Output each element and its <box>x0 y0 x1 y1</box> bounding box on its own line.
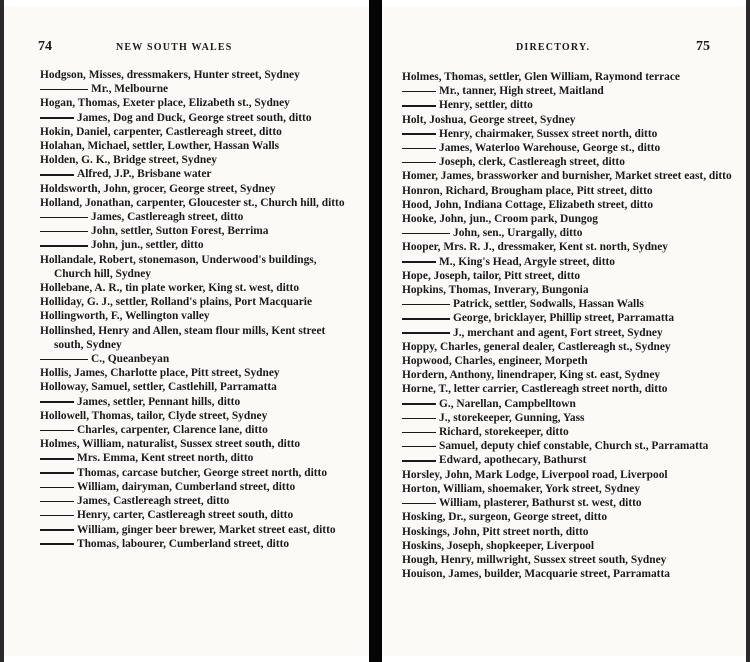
directory-entry <box>402 198 732 212</box>
directory-entry <box>402 368 732 382</box>
entry-text: Richard, storekeeper, ditto <box>439 426 569 439</box>
directory-entry <box>40 238 355 252</box>
repeat-name-dash <box>402 261 436 263</box>
directory-entry <box>402 98 732 112</box>
directory-entry <box>402 453 732 467</box>
directory-entry <box>402 269 732 283</box>
repeat-name-dash <box>40 217 88 219</box>
directory-entry <box>402 326 732 340</box>
directory-entry <box>402 297 732 311</box>
directory-entry <box>40 295 355 309</box>
directory-entry <box>40 111 355 125</box>
entry-text: Houison, James, builder, Macquarie street, Parramatta <box>402 568 670 581</box>
entry-text: James, Castlereagh street, ditto <box>77 495 230 508</box>
directory-entries-right <box>402 70 732 581</box>
entry-text: Hooke, John, jun., Croom park, Dungog <box>402 213 598 226</box>
entry-text: Patrick, settler, Sodwalls, Hassan Walls <box>453 298 644 311</box>
entry-text: Hopwood, Charles, engineer, Morpeth <box>402 355 588 368</box>
left-page <box>4 6 369 656</box>
directory-entries-left <box>40 68 355 551</box>
entry-text: Holliday, G. J., settler, Rolland's plains, Port Macquarie <box>40 296 313 309</box>
repeat-name-dash <box>40 117 74 119</box>
directory-entry <box>402 255 732 269</box>
running-head-left: NEW SOUTH WALES <box>116 42 233 53</box>
directory-entry <box>402 226 732 240</box>
directory-entry <box>402 141 732 155</box>
directory-entry <box>40 96 355 110</box>
entry-text: J., storekeeper, Gunning, Yass <box>439 411 585 424</box>
directory-entry <box>40 523 355 537</box>
directory-entry <box>40 82 355 96</box>
directory-entry <box>40 139 355 153</box>
entry-text: Hough, Henry, millwright, Sussex street south, Sydney <box>402 553 667 566</box>
entry-text: Hosking, Dr., surgeon, George street, ditto <box>402 511 608 524</box>
directory-entry <box>40 480 355 494</box>
entry-text: Holt, Joshua, George street, Sydney <box>402 113 576 126</box>
entry-text: Horne, T., letter carrier, Castlereagh street north, ditto <box>402 383 668 396</box>
entry-text: Hogan, Thomas, Exeter place, Elizabeth st., Sydney <box>40 97 290 110</box>
directory-entry <box>402 439 732 453</box>
page-number-left: 74 <box>38 39 52 54</box>
directory-entry <box>40 182 355 196</box>
entry-text: James, Castlereagh street, ditto <box>91 211 244 224</box>
directory-entry <box>402 283 732 297</box>
directory-entry <box>40 352 355 366</box>
directory-entry <box>402 482 732 496</box>
entry-text: Hollandale, Robert, stonemason, Underwood's buildings, Church hill, Sydney <box>40 253 317 280</box>
entry-text: Hoskings, John, Pitt street north, ditto <box>402 525 589 538</box>
repeat-name-dash <box>402 503 436 505</box>
directory-entry <box>40 423 355 437</box>
entry-text: Hollis, James, Charlotte place, Pitt street, Sydney <box>40 367 280 380</box>
directory-entry <box>402 539 732 553</box>
directory-entry <box>40 466 355 480</box>
repeat-name-dash <box>402 432 436 434</box>
directory-entry <box>402 169 732 183</box>
entry-text: William, dairyman, Cumberland street, ditto <box>77 480 296 493</box>
entry-text: Hollingworth, F., Wellington valley <box>40 310 210 323</box>
right-scan-edge <box>746 0 750 662</box>
directory-entry <box>402 70 732 84</box>
directory-entry <box>402 510 732 524</box>
directory-entry <box>402 340 732 354</box>
directory-entry <box>402 212 732 226</box>
directory-entry <box>40 167 355 181</box>
repeat-name-dash <box>402 403 436 405</box>
repeat-name-dash <box>402 460 436 462</box>
entry-text: Thomas, carcase butcher, George street north, ditto <box>77 466 328 479</box>
entry-text: Charles, carpenter, Clarence lane, ditto <box>77 424 268 437</box>
page-number-right: 75 <box>696 39 710 54</box>
repeat-name-dash <box>402 133 436 135</box>
repeat-name-dash <box>40 231 88 233</box>
directory-entry <box>402 240 732 254</box>
directory-entry <box>40 437 355 451</box>
entry-text: William, plasterer, Bathurst st. west, ditto <box>439 497 642 510</box>
repeat-name-dash <box>40 359 88 361</box>
entry-text: Alfred, J.P., Brisbane water <box>77 168 212 181</box>
directory-entry <box>402 567 732 581</box>
entry-text: Henry, carter, Castlereagh street south, ditto <box>77 509 294 522</box>
directory-entry <box>40 68 355 82</box>
entry-text: Hoskins, Joseph, shopkeeper, Liverpool <box>402 539 594 552</box>
directory-entry <box>402 525 732 539</box>
entry-text: Honron, Richard, Brougham place, Pitt street, ditto <box>402 184 653 197</box>
directory-entry <box>40 281 355 295</box>
repeat-name-dash <box>402 91 436 93</box>
entry-text: Henry, chairmaker, Sussex street north, ditto <box>439 127 658 140</box>
directory-entry <box>402 397 732 411</box>
entry-text: John, jun., settler, ditto <box>91 239 204 252</box>
entry-text: John, settler, Sutton Forest, Berrima <box>91 225 269 238</box>
entry-text: William, ginger beer brewer, Market street east, ditto <box>77 523 336 536</box>
entry-text: Edward, apothecary, Bathurst <box>439 454 587 467</box>
directory-entry <box>40 494 355 508</box>
repeat-name-dash <box>402 162 436 164</box>
entry-text: Horton, William, shoemaker, York street, Sydney <box>402 482 641 495</box>
entry-text: Hollebane, A. R., tin plate worker, King st. west, ditto <box>40 282 300 295</box>
directory-entry <box>40 451 355 465</box>
repeat-name-dash <box>402 105 436 107</box>
directory-entry <box>40 380 355 394</box>
entry-text: Holdsworth, John, grocer, George street, Sydney <box>40 182 276 195</box>
running-head-right: DIRECTORY. <box>516 42 591 53</box>
repeat-name-dash <box>402 318 450 320</box>
entry-text: Hooper, Mrs. R. J., dressmaker, Kent st. north, Sydney <box>402 241 668 254</box>
right-page <box>382 6 746 656</box>
directory-entry <box>402 113 732 127</box>
entry-text: J., merchant and agent, Fort street, Sydney <box>453 326 663 339</box>
directory-entry <box>40 210 355 224</box>
entry-text: Holloway, Samuel, settler, Castlehill, Parramatta <box>40 381 277 394</box>
repeat-name-dash <box>402 332 450 334</box>
directory-entry <box>402 425 732 439</box>
entry-text: Hollinshed, Henry and Allen, steam flour mills, Kent street south, Sydney <box>40 324 326 351</box>
entry-text: Holmes, Thomas, settler, Glen William, Raymond terrace <box>402 71 680 83</box>
repeat-name-dash <box>402 233 450 235</box>
entry-text: Mrs. Emma, Kent street north, ditto <box>77 452 254 465</box>
entry-text: Mr., Melbourne <box>91 83 169 96</box>
directory-entry <box>402 311 732 325</box>
book-gutter <box>369 0 382 662</box>
repeat-name-dash <box>402 446 436 448</box>
directory-entry <box>402 354 732 368</box>
entry-text: Horsley, John, Mark Lodge, Liverpool road, Liverpool <box>402 468 668 481</box>
repeat-name-dash <box>40 515 74 517</box>
repeat-name-dash <box>40 401 74 403</box>
entry-text: Holmes, William, naturalist, Sussex street south, ditto <box>40 438 301 451</box>
directory-entry <box>402 553 732 567</box>
directory-entry <box>402 496 732 510</box>
directory-entry <box>402 127 732 141</box>
entry-text: James, Dog and Duck, George street south, ditto <box>77 111 312 124</box>
directory-entry <box>40 409 355 423</box>
repeat-name-dash <box>40 89 88 91</box>
entry-text: Hopkins, Thomas, Inverary, Bungonia <box>402 284 589 297</box>
repeat-name-dash <box>402 304 450 306</box>
repeat-name-dash <box>40 487 74 489</box>
entry-text: Joseph, clerk, Castlereagh street, ditto <box>439 156 625 169</box>
repeat-name-dash <box>40 430 74 432</box>
entry-text: Hollowell, Thomas, tailor, Clyde street, Sydney <box>40 409 268 422</box>
directory-entry <box>402 84 732 98</box>
entry-text: G., Narellan, Campbelltown <box>439 397 576 410</box>
entry-text: Holland, Jonathan, carpenter, Gloucester st., Church hill, ditto <box>40 196 345 209</box>
repeat-name-dash <box>40 174 74 176</box>
entry-text: John, sen., Urargally, ditto <box>453 227 583 240</box>
directory-entry <box>40 309 355 323</box>
directory-entry <box>402 184 732 198</box>
entry-text: Hodgson, Misses, dressmakers, Hunter street, Sydney <box>40 69 300 81</box>
entry-text: James, Waterloo Warehouse, George st., ditto <box>439 142 661 155</box>
repeat-name-dash <box>40 543 74 545</box>
entry-text: Samuel, deputy chief constable, Church st., Parramatta <box>439 440 709 453</box>
directory-entry <box>402 411 732 425</box>
entry-text: M., King's Head, Argyle street, ditto <box>439 255 616 268</box>
entry-text: George, bricklayer, Phillip street, Parramatta <box>453 312 675 325</box>
repeat-name-dash <box>40 245 88 247</box>
directory-entry <box>40 324 355 352</box>
directory-entry <box>40 537 355 551</box>
entry-text: Hope, Joseph, tailor, Pitt street, ditto <box>402 269 581 282</box>
entry-text: Holahan, Michael, settler, Lowther, Hassan Walls <box>40 140 280 153</box>
entry-text: Hokin, Daniel, carpenter, Castlereagh street, ditto <box>40 125 282 138</box>
entry-text: Hood, John, Indiana Cottage, Elizabeth street, ditto <box>402 198 654 211</box>
entry-text: Henry, settler, ditto <box>439 99 533 112</box>
directory-entry <box>40 125 355 139</box>
repeat-name-dash <box>402 148 436 150</box>
repeat-name-dash <box>40 458 74 460</box>
directory-entry <box>40 366 355 380</box>
directory-entry <box>40 253 355 281</box>
repeat-name-dash <box>402 418 436 420</box>
directory-entry <box>40 395 355 409</box>
repeat-name-dash <box>40 472 74 474</box>
directory-entry <box>402 468 732 482</box>
repeat-name-dash <box>40 529 74 531</box>
entry-text: Hordern, Anthony, linendraper, King st. east, Sydney <box>402 369 661 382</box>
directory-entry <box>40 508 355 522</box>
entry-text: C., Queanbeyan <box>91 353 170 366</box>
entry-text: James, settler, Pennant hills, ditto <box>77 395 241 408</box>
entry-text: Holden, G. K., Bridge street, Sydney <box>40 154 217 167</box>
directory-entry <box>40 224 355 238</box>
entry-text: Hoppy, Charles, general dealer, Castlereagh st., Sydney <box>402 340 671 353</box>
directory-entry <box>402 155 732 169</box>
directory-entry <box>40 196 355 210</box>
entry-text: Thomas, labourer, Cumberland street, ditto <box>77 537 290 550</box>
entry-text: Mr., tanner, High street, Maitland <box>439 85 604 98</box>
entry-text: Homer, James, brassworker and burnisher, Market street east, ditto <box>402 170 732 183</box>
directory-entry <box>402 382 732 396</box>
directory-entry <box>40 153 355 167</box>
repeat-name-dash <box>40 501 74 503</box>
